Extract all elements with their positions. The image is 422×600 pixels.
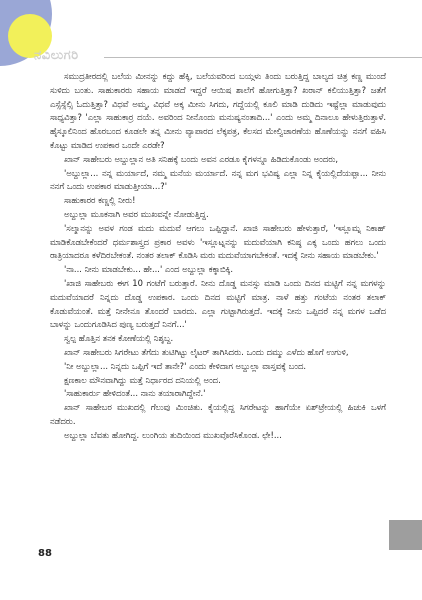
body-paragraph: ಖಾನ್ ಸಾಹೇಬರು ಅಬ್ದುಲ್ಲಾನ ಅತಿ ಸನಿಹಕ್ಕೆ ಬಂದು ಅವನ ಎರಡೂ ಕೈಗಳನ್ನೂ ಹಿಡಿದುಕೊಂಡು ಅಂದರು, [64, 153, 339, 164]
story-text [50, 70, 386, 443]
body-paragraph: ಖಾನ್ ಸಾಹೇಬರು ಸಿಗರೇಟು ತೆಗೆದು ತುಟಿಗಿಟ್ಟು ಲೈಟರ್ ತಾಗಿಸಿದರು. ಒಂದು ದಮ್ಮು ಎಳೆದು ಹೊಗೆ ಉಗುಳಿ, [64, 346, 349, 357]
page-header [0, 46, 422, 67]
body-paragraph: 'ಖಾಜಿ ಸಾಹೇಬರು ಈಗ 10 ಗಂಟೆಗೆ ಬರುತ್ತಾರೆ. ನೀನು ದೊಡ್ಡ ಮನಸ್ಸು ಮಾಡಿ ಒಂದು ದಿನದ ಮಟ್ಟಿಗೆ ನನ್ನ ಮಗಳನ್ನು ಮದುವೆಯಾದರೆ ನಿನ್ನದು ದೊಡ್ಡ ಉಪಕಾರ. ಒಂದು ದಿನದ ಮಟ್ಟಿಗೆ ಮಾತ್ರ. ನಾಳೆ ಹತ್ತು ಗಂಟೆಯ ನಂತರ ತಲಾಕ್ ಕೊಡುವೆಯಂತೆ. ಮತ್ತೆ ನೀನೇನೂ ತೊಂದರೆ ಬಾರದು. ಎಲ್ಲಾ ಗುಟ್ಟಾಗಿರುತ್ತದೆ. ಇದಕ್ಕೆ ನೀನು ಒಪ್ಪಿದರೆ ನನ್ನ ಮಗಳ ಒಡೆದ ಬಾಳನ್ನು ಒಂದುಗೂಡಿಸಿದ ಪುಣ್ಯ ಬರುತ್ತದೆ ನಿನಗೆ...' [50, 277, 386, 330]
body-paragraph: 'ಸಲ್ಮಾನನ್ನು ಅವಳ ಗಂಡ ಮದು ಮದುವೆ ಆಗಲು ಒಪ್ಪಿದ್ದಾನೆ. ಖಾಜಿ ಸಾಹೇಬರು ಹೇಳುತ್ತಾರೆ, 'ಇಸ್ಲೂಮ್ನ ನಿಕಾಹ್ ಮಾಡಿಕೊಡಬೇಕೆಂದರೆ ಧರ್ಮಶಾಸ್ತ್ರದ ಪ್ರಕಾರ ಅವಳು 'ಇಸ್ಲೂಟ್ನನನ್ನು ಮದುವೆಯಾಗಿ ಕನಿಷ್ಠ ಎಕ್ಕ ಒಂದು ಹಗಲು ಒಂದು ರಾತ್ರಿಯಾದರೂ ಕಳೆದಿರಬೇಕಂತೆ. ನಂತರ ತಲಾಕ್ ಕೊಡಿಸಿ ಮರು ಮದುವೆಯಾಗಬೇಕಂತೆ. ಇದಕ್ಕೆ ನೀನು ಸಹಾಯ ಮಾಡಬೇಕು.' [50, 222, 386, 261]
magazine-title: ನವಿಲುಗರಿ [34, 48, 79, 63]
margin-bar [389, 520, 422, 550]
page-number: 88 [38, 548, 52, 559]
body-paragraph: ಕ್ಷಣಕಾಲ ಮೌನವಾಗಿದ್ದು ಮತ್ತೆ ನಿರ್ಧಾರದ ದನಿಯಲ್ಲಿ ಅಂದ. [64, 374, 221, 385]
body-paragraph: 'ಸಾಹುಕಾರ್ರು ಹೇಳಿದಂತೆ... ನಾನು ತಯಾರಾಗಿದ್ದೇನೆ.' [64, 388, 206, 399]
body-paragraph: ಖಾನ್ ಸಾಹೇಬರ ಮುಖದಲ್ಲಿ ಗೆಲುವು ಮಿಂಚಿತು. ಕೈಯಲ್ಲಿದ್ದ ಸಿಗರೇಟನ್ನು ಹಾಗೆಯೇ ಏಶ್‌ಟ್ರೇಯಲ್ಲಿ ಹಿಚುಕಿ ಒಳಗೆ ನಡೆದರು. [50, 402, 386, 426]
body-paragraph: ಅಬ್ದುಲ್ಲಾ ಬೆವತು ಹೋಗಿದ್ದ. ಲುಂಗಿಯ ತುದಿಯಿಂದ ಮುಖವೊರೆಸಿಕೊಂಡ. ಛೇ!... [64, 429, 282, 440]
body-paragraph: 'ಅಬ್ದುಲ್ಲಾ... ನನ್ನ ಮರ್ಯಾದೆ, ನಮ್ಮ ಮನೆಯ ಮರ್ಯಾದೆ. ನನ್ನ ಮಗ ಭವಿಷ್ಯ ಎಲ್ಲಾ ನಿನ್ನ ಕೈಯಲ್ಲಿದೆಯಪ್ಪಾ... ನೀನು ನನಗೆ ಒಂದು ಉಪಕಾರ ಮಾಡುತ್ತೀಯಾ...?' [50, 167, 386, 192]
body-paragraph: ಸಾಹುಕಾರರ ಕಣ್ಣಲ್ಲಿ ನೀರು! [64, 195, 136, 206]
body-paragraph: ಸ್ವಲ್ಪ ಹೊತ್ತಿನ ತನಕ ಕೋಣೆಯಲ್ಲಿ ನಿಶ್ಶಬ್ದ. [64, 333, 174, 344]
body-paragraph: ಸಮುದ್ರತೀರದಲ್ಲಿ ಬಲೆಯ ಮೀನನ್ನು ಕದ್ದು ಹೆಕ್ಕಿ, ಬಲೆಯವರಿಂದ ಬಯ್ಗಳು ತಿಂದು ಬರುತ್ತಿದ್ದ ಬಾಲ್ಯದ ಚಿತ್ರ ಕಣ್ಣ ಮುಂದೆ ಸುಳಿದು ಬಂತು. ಸಾಹುಕಾರರು ಸಹಾಯ ಮಾಡದೆ ಇದ್ದರೆ ಆಯಿಷ ಶಾಲೆಗೆ ಹೋಗುತ್ತಿತ್ತಾ? ಖರಾನ್ ಕಲಿಯುತ್ತಿತ್ತಾ? ಜತೆಗೆ ಎಸ್ಸೆಸ್ಸೆಲ್ಸಿ ಓದುತ್ತಿತ್ತಾ? ವಿಧವೆ ಅಮ್ಮ, ವಿಧವೆ ಅಕ್ಕ ಮೀನು ಸಿಗದು, ಗದ್ದೆಯಲ್ಲಿ ಕೂಲಿ ಮಾಡಿ ದುಡಿದು ಇಷ್ಟೆಲ್ಲಾ ಮಾಡುವುದು ಸಾಧ್ಯವಿತ್ತಾ? 'ಎಲ್ಲಾ ಸಾಹುಕಾರ್ರ ದಯೆ. ಅವರಿಂದ ನೀನೊಂದು ಮನುಷ್ಯನಂತಾದಿ...' ಎಂದು ಅಮ್ಮ ದಿನಾಲೂ ಹೇಳುತ್ತಿರುತ್ತಾಳೆ. ಹೈಸ್ಕೂಲಿನಿಂದ ಹೊರಬಂದ ಕೂಡಲೇ ತನ್ನ ಮೀನು ವ್ಯಾಪಾರದ ಲೆಕ್ಕಪತ್ರ, ಕೆಲಸದ ಮೇಲ್ವಿಚಾರಣೆಯ ಹೊಣೆಯನ್ನು ನನಗೆ ವಹಿಸಿ ಕೊಟ್ಟು ಮಾಡಿದ ಉಪಕಾರ ಒಂದೇ ಎರಡೇ? [50, 71, 386, 150]
body-paragraph: 'ನೀ ಅಬ್ದುಲ್ಲಾ... ನಿನ್ನದು ಒಪ್ಪಿಗೆ ಇದೆ ತಾನೇ?' ಎಂದು ಕೇಳಿದಾಗ ಅಬ್ದುಲ್ಲಾ ವಾಸ್ತವಕ್ಕೆ ಬಂದ. [64, 360, 307, 371]
header-rule [104, 57, 422, 58]
body-paragraph: 'ನಾ... ನೀನು ಮಾಡಬೇಕು... ಹೇ...' ಎಂದ ಅಬ್ದುಲ್ಲಾ ಕಕ್ಕಾಬಿಕ್ಕಿ. [64, 264, 234, 275]
body-paragraph: ಅಬ್ದುಲ್ಲಾ ಮೂಕನಾಗಿ ಅವರ ಮುಖವನ್ನೇ ನೋಡುತ್ತಿದ್ದ. [64, 208, 209, 219]
